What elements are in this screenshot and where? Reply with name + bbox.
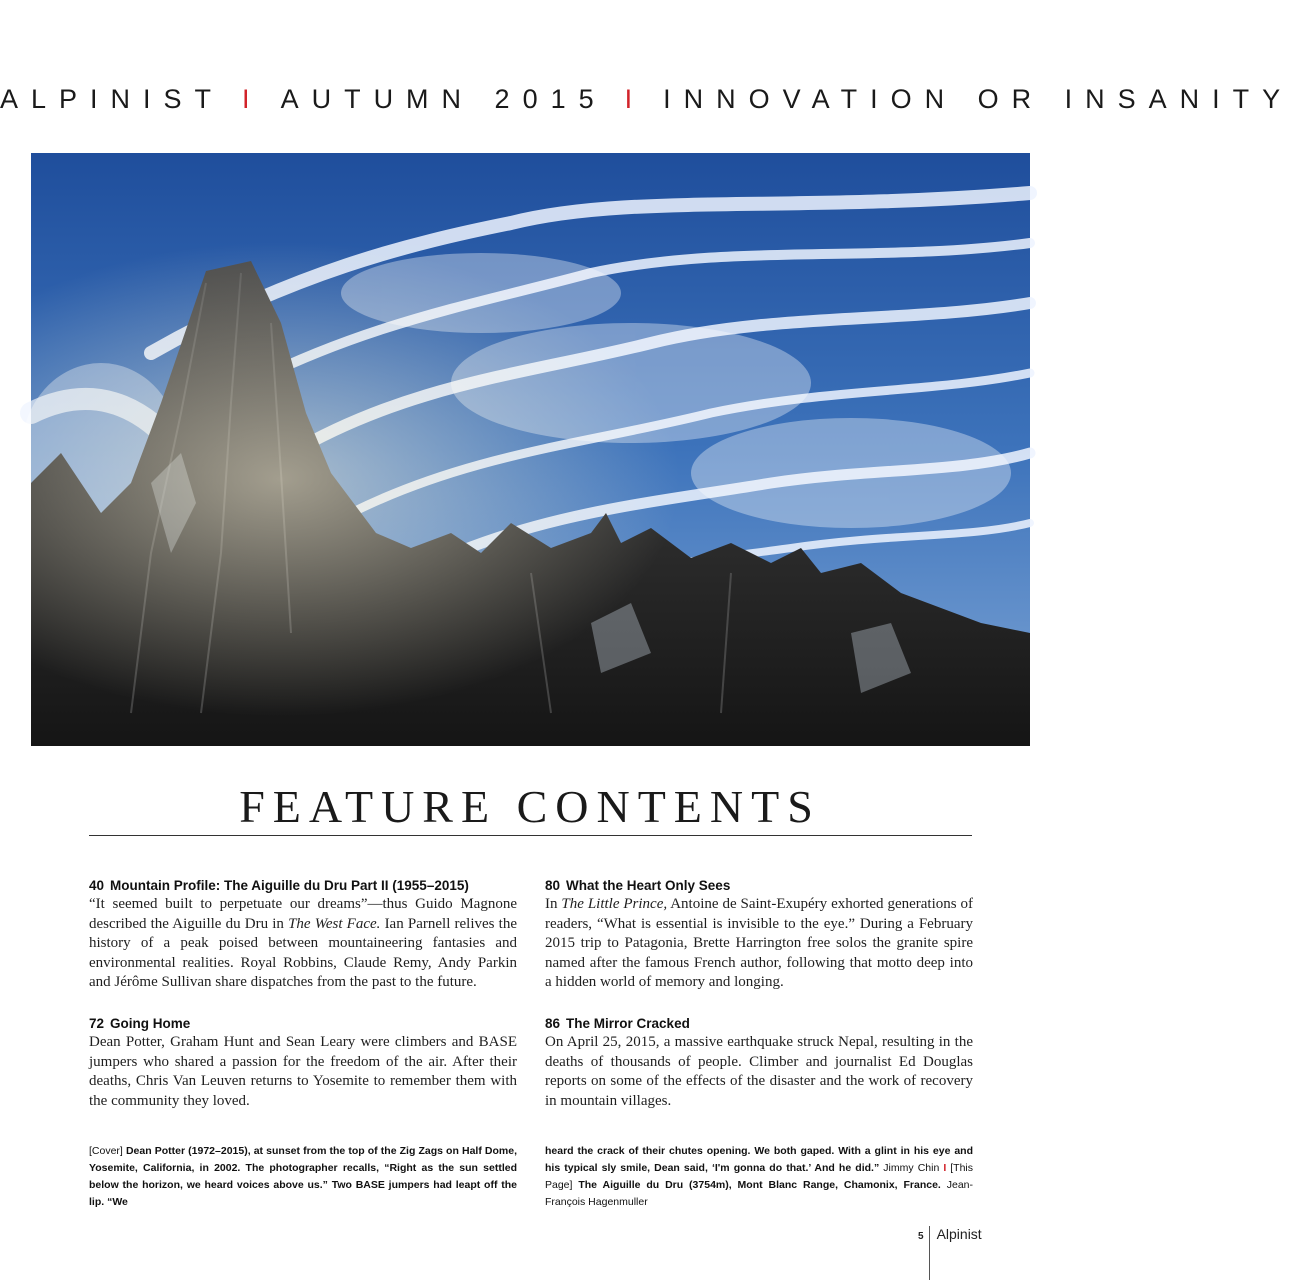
entry-heading — [545, 1016, 973, 1031]
feature-entry — [89, 878, 517, 993]
caption-credit: Jean-François Hagenmuller — [545, 1179, 974, 1208]
entry-body: On April 25, 2015, a massive earthquake struck Nepal, resulting in the deaths of thousands of people. Climber and journalist Ed Douglas reports on some of the effects of the disaster and the work of recovery in mountain villages. — [545, 1034, 973, 1109]
entry-page-number: 72 — [89, 1016, 105, 1031]
entry-title: Going Home — [110, 1016, 191, 1031]
entry-heading — [89, 1016, 517, 1031]
entry-body-italic: The West Face. — [288, 915, 381, 932]
entry-body-italic: The Little Prince, — [561, 896, 668, 912]
feature-entry — [545, 1016, 973, 1111]
caption-page-tag: [This Page] — [545, 1162, 973, 1191]
page-title: FEATURE CONTENTS — [239, 781, 821, 832]
entry-page-number: 80 — [545, 878, 561, 893]
caption-cover-text: heard the crack of their chutes opening. We both gaped. With a glint in his eye and his typical sly smile, Dean said, ‘I'm gonna do that.’ And he did.” — [545, 1145, 973, 1174]
folio-brand: Alpinist — [936, 1226, 982, 1242]
entry-body: Dean Potter, Graham Hunt and Sean Leary were climbers and BASE jumpers who shared a passion for the freedom of the air. After their deaths, Chris Van Leuven returns to Yosemite to remember them with the community they loved. — [89, 1034, 517, 1109]
caption-cover-text: Dean Potter (1972–2015), at sunset from the top of the Zig Zags on Half Dome, Yosemite, California, in 2002. The photographer recalls, “Right as the sun settled below the horizon, we heard voices above us.” Two BASE jumpers had leapt off the lip. “We — [89, 1145, 518, 1208]
caption-page-text: The Aiguille du Dru (3754m), Mont Blanc Range, Chamonix, France. — [578, 1179, 941, 1191]
entry-body-text: Ian Parnell relives the history of a peak poised between mountaineering fantasies and environmental realities. Royal Robbins, Claude Remy, Andy Parkin and Jérôme Sullivan share dispatches from the past to the future. — [89, 915, 517, 991]
entry-body-text: “It seemed built to perpetuate our dreams”—thus Guido Magnone described the Aiguille du Dru in — [89, 896, 517, 932]
entry-body-text: Antoine de Saint-Exupéry exhorted generations of readers, “What is essential is invisible to the eye.” During a February 2015 trip to Patagonia, Brette Harrington free solos the granite spire named after the famous French author, following that motto deep into a hidden world of memory and longing. — [545, 896, 974, 991]
photo-caption-left — [89, 1143, 517, 1211]
feature-photo-aiguille-du-dru — [31, 153, 1030, 746]
entry-title: What the Heart Only Sees — [566, 878, 731, 893]
masthead-separator: I — [242, 84, 263, 114]
feature-entry — [89, 1016, 517, 1111]
divider — [89, 835, 972, 836]
masthead-issue: AUTUMN 2015 — [280, 84, 607, 114]
entry-title: Mountain Profile: The Aiguille du Dru Part II (1955–2015) — [110, 878, 469, 893]
photo-caption-right — [545, 1143, 973, 1211]
entry-page-number: 86 — [545, 1016, 561, 1031]
entry-page-number: 40 — [89, 878, 105, 893]
masthead-magazine: ALPINIST — [0, 84, 225, 114]
entry-title: The Mirror Cracked — [566, 1016, 690, 1031]
feature-entry — [545, 878, 973, 993]
entry-heading — [89, 878, 517, 893]
entry-body — [89, 895, 517, 993]
masthead — [0, 84, 1293, 115]
masthead-separator: I — [624, 84, 646, 114]
page-number: 5 — [918, 1231, 924, 1242]
mountain-illustration — [31, 153, 1030, 746]
masthead-theme: INNOVATION OR INSANITY — [663, 84, 1293, 114]
caption-credit: Jimmy Chin — [883, 1162, 940, 1174]
caption-cover-tag: [Cover] — [89, 1145, 123, 1157]
entry-body-text: In — [545, 896, 562, 912]
caption-divider: I — [943, 1162, 947, 1174]
folio — [918, 1226, 982, 1242]
entry-body — [545, 895, 973, 993]
entry-heading — [545, 878, 973, 893]
